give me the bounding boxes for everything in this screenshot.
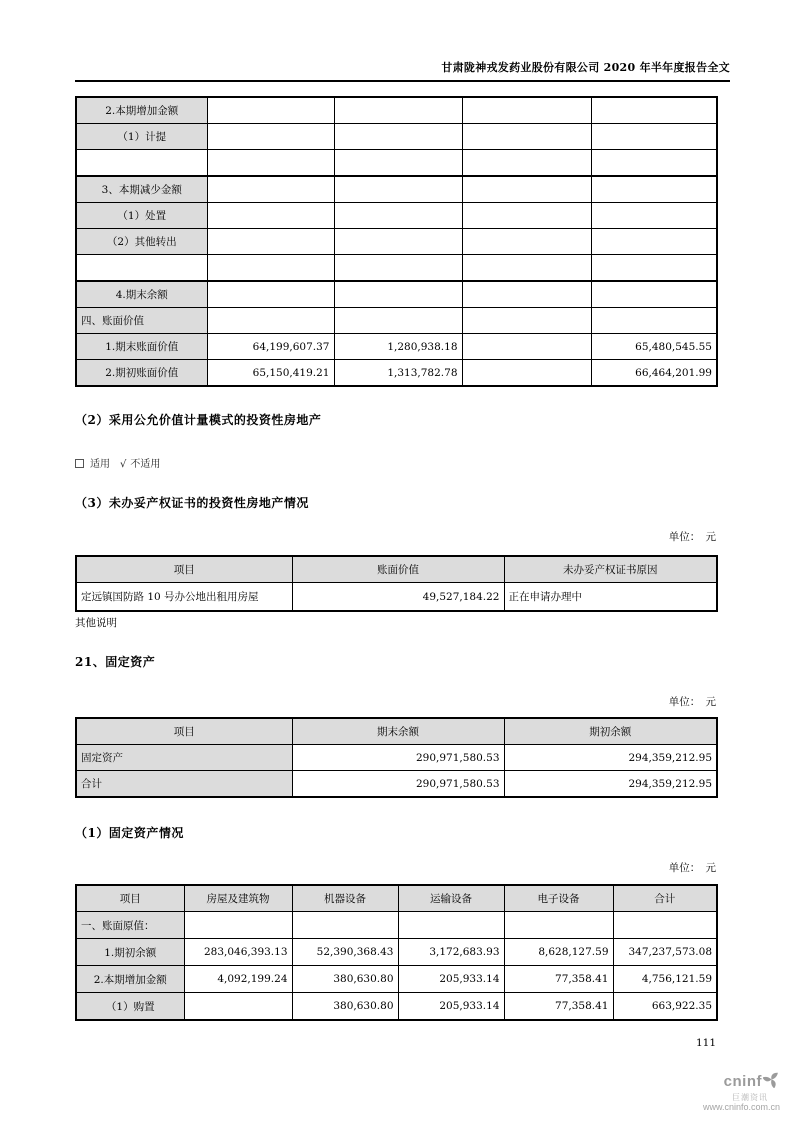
amount-cell — [462, 229, 591, 255]
amount-cell — [184, 993, 292, 1021]
column-header-cell: 项目 — [76, 718, 292, 745]
amount-cell — [334, 97, 462, 124]
amount-cell: 65,480,545.55 — [591, 334, 717, 360]
fixed-assets-detail-table — [75, 884, 718, 1021]
item-cell: 定远镇国防路 10 号办公地出租用房屋 — [76, 583, 292, 612]
amount-cell — [334, 281, 462, 308]
amount-cell — [462, 308, 591, 334]
amount-cell: 49,527,184.22 — [292, 583, 504, 612]
amount-cell — [591, 281, 717, 308]
row-label-cell: （2）其他转出 — [76, 229, 207, 255]
column-header-cell: 期初余额 — [504, 718, 717, 745]
amount-cell: 8,628,127.59 — [504, 939, 613, 966]
section-heading-no-certificate: （3）未办妥产权证书的投资性房地产情况 — [75, 496, 309, 510]
amount-cell: 77,358.41 — [504, 966, 613, 993]
table-row — [76, 993, 717, 1021]
amount-cell — [334, 255, 462, 282]
amount-cell: 283,046,393.13 — [184, 939, 292, 966]
row-label-cell: （1）购置 — [76, 993, 184, 1021]
unit-label: 单位： 元 — [668, 696, 716, 708]
section-heading-fair-value-mode: （2）采用公允价值计量模式的投资性房地产 — [75, 413, 322, 427]
amount-cell — [591, 97, 717, 124]
table-header-row — [76, 556, 717, 583]
amount-cell — [591, 229, 717, 255]
row-label-cell: 2.本期增加金额 — [76, 966, 184, 993]
table-header-row — [76, 885, 717, 912]
amount-cell — [398, 912, 504, 939]
row-label-cell: 3、本期减少金额 — [76, 176, 207, 203]
table-row — [76, 771, 717, 798]
row-label-cell: 四、账面价值 — [76, 308, 207, 334]
amount-cell: 347,237,573.08 — [613, 939, 717, 966]
table-row-empty — [76, 255, 717, 282]
row-label-cell: （1）计提 — [76, 124, 207, 150]
fixed-assets-summary-table — [75, 717, 718, 798]
amount-cell: 290,971,580.53 — [292, 771, 504, 798]
cninfo-logo — [703, 1071, 780, 1113]
amount-cell — [207, 229, 334, 255]
cninfo-brand-text: cninf — [723, 1072, 762, 1090]
no-certificate-property-table — [75, 555, 718, 612]
table-row — [76, 176, 717, 203]
column-header-cell: 账面价值 — [292, 556, 504, 583]
amount-cell — [462, 176, 591, 203]
table-row — [76, 203, 717, 229]
unit-label: 单位： 元 — [668, 531, 716, 543]
table-row — [76, 583, 717, 612]
amount-cell — [207, 150, 334, 177]
unit-label: 单位： 元 — [668, 862, 716, 874]
amount-cell — [462, 334, 591, 360]
amount-cell: 64,199,607.37 — [207, 334, 334, 360]
amount-cell — [591, 203, 717, 229]
amount-cell — [462, 97, 591, 124]
row-label-cell: 4.期末余额 — [76, 281, 207, 308]
amount-cell — [334, 176, 462, 203]
amount-cell: 380,630.80 — [292, 993, 398, 1021]
row-label-cell: 1.期初余额 — [76, 939, 184, 966]
row-label-cell: 2.期初账面价值 — [76, 360, 207, 387]
table-row — [76, 360, 717, 387]
amount-cell — [462, 150, 591, 177]
table-row — [76, 97, 717, 124]
column-header-cell: 项目 — [76, 556, 292, 583]
table-row-empty — [76, 150, 717, 177]
amount-cell — [334, 229, 462, 255]
table-row — [76, 966, 717, 993]
header-divider — [75, 80, 730, 82]
amount-cell — [207, 308, 334, 334]
column-header-cell: 期末余额 — [292, 718, 504, 745]
amount-cell: 4,756,121.59 — [613, 966, 717, 993]
amount-cell: 205,933.14 — [398, 966, 504, 993]
amount-cell — [591, 150, 717, 177]
table-row — [76, 124, 717, 150]
table-row — [76, 745, 717, 771]
row-label-cell: 1.期末账面价值 — [76, 334, 207, 360]
amount-cell — [462, 203, 591, 229]
row-label-cell — [76, 255, 207, 282]
amount-cell: 1,280,938.18 — [334, 334, 462, 360]
checkbox-unchecked-icon — [75, 459, 84, 468]
applicable-label: 适用 — [90, 459, 110, 470]
section-heading-fa-detail: （1）固定资产情况 — [75, 826, 184, 840]
column-header-cell: 项目 — [76, 885, 184, 912]
column-header-cell: 房屋及建筑物 — [184, 885, 292, 912]
cninfo-chinese-name: 巨潮资讯 — [732, 1092, 768, 1102]
table-header-row — [76, 718, 717, 745]
table-row — [76, 912, 717, 939]
table-row — [76, 308, 717, 334]
amount-cell — [504, 912, 613, 939]
applicability-line — [75, 455, 160, 470]
amount-cell: 294,359,212.95 — [504, 771, 717, 798]
amount-cell — [184, 912, 292, 939]
column-header-cell: 运输设备 — [398, 885, 504, 912]
amount-cell — [462, 124, 591, 150]
amount-cell — [334, 203, 462, 229]
amount-cell: 52,390,368.43 — [292, 939, 398, 966]
table-row — [76, 281, 717, 308]
cninfo-swirl-icon — [763, 1071, 780, 1093]
row-label-cell: 2.本期增加金额 — [76, 97, 207, 124]
row-label-cell: （1）处置 — [76, 203, 207, 229]
page-number: 111 — [696, 1037, 717, 1049]
amount-cell: 663,922.35 — [613, 993, 717, 1021]
amount-cell — [207, 255, 334, 282]
amount-cell — [591, 308, 717, 334]
reason-cell: 正在申请办理中 — [504, 583, 717, 612]
amount-cell — [462, 255, 591, 282]
amount-cell — [334, 150, 462, 177]
row-label-cell: 合计 — [76, 771, 292, 798]
amount-cell — [207, 124, 334, 150]
amount-cell: 294,359,212.95 — [504, 745, 717, 771]
amount-cell — [292, 912, 398, 939]
check-icon: √ — [120, 459, 127, 470]
investment-property-table — [75, 96, 718, 387]
cninfo-url: www.cninfo.com.cn — [702, 1102, 780, 1113]
amount-cell — [591, 124, 717, 150]
amount-cell — [334, 308, 462, 334]
table-row — [76, 334, 717, 360]
amount-cell — [591, 255, 717, 282]
amount-cell — [591, 176, 717, 203]
column-header-cell: 机器设备 — [292, 885, 398, 912]
amount-cell — [462, 360, 591, 387]
other-notes-label: 其他说明 — [75, 617, 117, 629]
amount-cell: 65,150,419.21 — [207, 360, 334, 387]
amount-cell: 205,933.14 — [398, 993, 504, 1021]
amount-cell — [207, 281, 334, 308]
document-header-title: 甘肃陇神戎发药业股份有限公司 2020 年半年度报告全文 — [441, 61, 730, 74]
column-header-cell: 合计 — [613, 885, 717, 912]
not-applicable-label: 不适用 — [130, 459, 161, 470]
amount-cell — [207, 176, 334, 203]
amount-cell — [207, 203, 334, 229]
amount-cell: 77,358.41 — [504, 993, 613, 1021]
section-heading-fixed-assets: 21、固定资产 — [75, 655, 156, 669]
amount-cell — [334, 124, 462, 150]
amount-cell — [207, 97, 334, 124]
table-row — [76, 229, 717, 255]
table-row — [76, 939, 717, 966]
amount-cell: 1,313,782.78 — [334, 360, 462, 387]
amount-cell: 290,971,580.53 — [292, 745, 504, 771]
column-header-cell: 电子设备 — [504, 885, 613, 912]
column-header-cell: 未办妥产权证书原因 — [504, 556, 717, 583]
amount-cell: 380,630.80 — [292, 966, 398, 993]
amount-cell: 4,092,199.24 — [184, 966, 292, 993]
amount-cell — [462, 281, 591, 308]
amount-cell — [613, 912, 717, 939]
amount-cell: 3,172,683.93 — [398, 939, 504, 966]
row-label-cell: 固定资产 — [76, 745, 292, 771]
amount-cell: 66,464,201.99 — [591, 360, 717, 387]
row-label-cell — [76, 150, 207, 177]
row-label-cell: 一、账面原值： — [76, 912, 184, 939]
